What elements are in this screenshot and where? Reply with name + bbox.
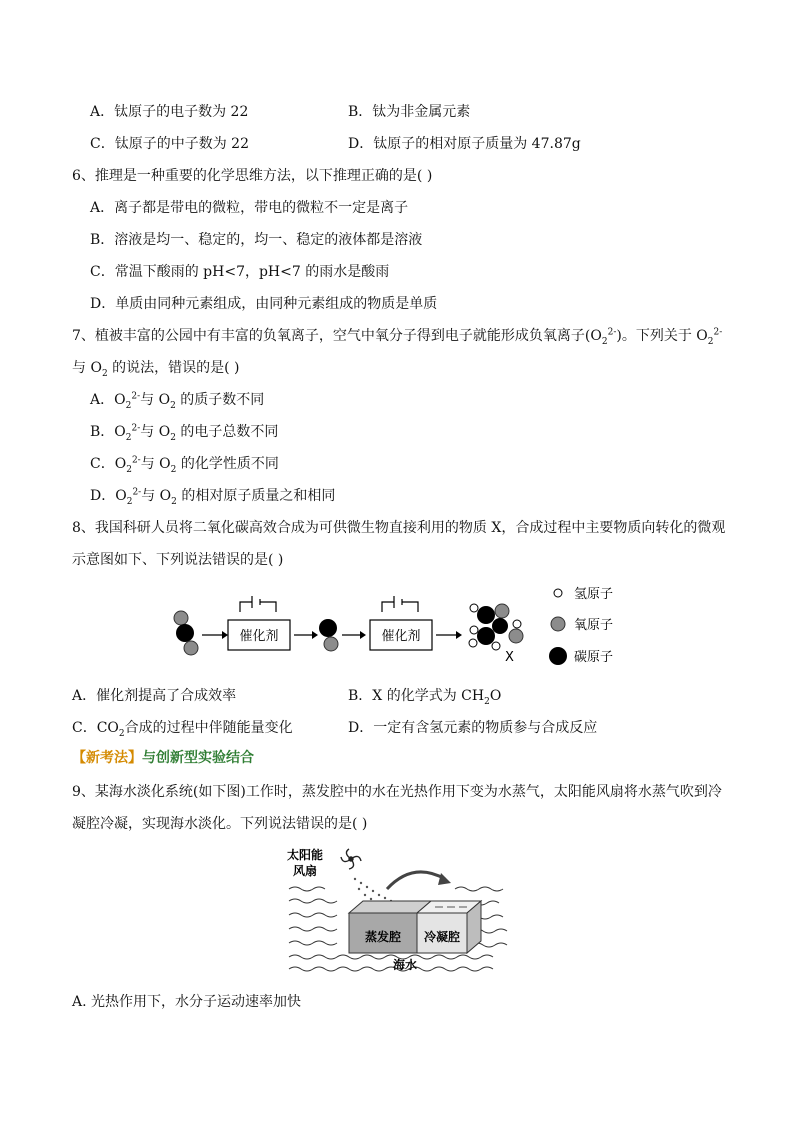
catalyst-label-2: 催化剂	[381, 629, 421, 644]
q6-option-a: A．离子都是带电的微粒，带电的微粒不一定是离子	[90, 200, 409, 216]
solar-fan-icon	[341, 849, 361, 869]
q9-stem-line2: 凝腔冷凝，实现海水淡化。下列说法错误的是( )	[72, 816, 368, 832]
q7-option-d: D．$O_2^{2-}$与 $O_2$ 的相对原子质量之和相同	[90, 487, 336, 507]
q9-option-a: A. 光热作用下，水分子运动速率加快	[72, 994, 302, 1010]
sea-label: 海水	[392, 958, 418, 972]
q8-stem-line2: 示意图如下、下列说法错误的是( )	[72, 552, 284, 568]
evaporation-label: 蒸发腔	[364, 930, 402, 944]
q8-option-a: A．催化剂提高了合成效率	[72, 688, 237, 704]
catalyst-box-1	[228, 596, 290, 650]
q7-option-b: B．$O_2^{2-}$与 $O_2$ 的电子总数不同	[90, 423, 279, 443]
q5-option-a: A．钛原子的电子数为 22	[90, 104, 249, 120]
catalyst-box-2	[370, 596, 432, 650]
q6-option-b: B．溶液是均一、稳定的，均一、稳定的液体都是溶液	[90, 232, 423, 248]
q9-stem-line1: 9、某海水淡化系统(如下图)工作时，蒸发腔中的水在光热作用下变为水蒸气，太阳能风扇将水蒸气吹到冷	[72, 784, 722, 800]
q7-option-c: C．$O_2^{2-}$与 $O_2$ 的化学性质不同	[90, 455, 279, 475]
q6-option-c: C．常温下酸雨的 pH<7，pH<7 的雨水是酸雨	[90, 264, 390, 280]
q7-stem-line1: 7、植被丰富的公园中有丰富的负氧离子，空气中氧分子得到电子就能形成负氧离子$(O_2^{2-})$。下列关于 $O_2^{2-}$	[72, 327, 723, 347]
q7-stem-line2: 与 $O_2$ 的说法，错误的是( )	[72, 360, 240, 379]
q8-reaction-diagram	[160, 580, 640, 676]
q6-stem: 6、推理是一种重要的化学思维方法，以下推理正确的是( )	[72, 168, 433, 184]
q8-stem-line1: 8、我国科研人员将二氧化碳高效合成为可供微生物直接利用的物质 X，合成过程中主要物质向转化的微观	[72, 520, 726, 536]
catalyst-label-1: 催化剂	[239, 629, 279, 644]
x-molecule-icon	[469, 604, 523, 650]
q5-option-d: D．钛原子的相对原子质量为 47.87g	[348, 136, 581, 152]
q5-option-c: C．钛原子的中子数为 22	[90, 136, 249, 152]
q7-option-a: A．$O_2^{2-}$与 $O_2$ 的质子数不同	[90, 391, 265, 411]
fan-label-1: 太阳能	[287, 848, 324, 862]
q5-option-b: B．钛为非金属元素	[348, 104, 471, 120]
legend-hydrogen: 氢原子	[574, 587, 614, 602]
q8-option-c: C．$CO_2$合成的过程中伴随能量变化	[72, 720, 293, 739]
diagram-legend	[549, 587, 613, 665]
co2-molecule-icon	[174, 611, 198, 655]
vapor-flow-arrow	[387, 872, 445, 889]
q9-desalination-diagram	[285, 845, 515, 975]
q6-option-d: D．单质由同种元素组成，由同种元素组成的物质是单质	[90, 296, 438, 312]
q8-option-b: B．X 的化学式为 $CH_2O$	[348, 688, 502, 707]
fan-label-2: 风扇	[293, 864, 318, 878]
condensation-label: 冷凝腔	[423, 930, 461, 944]
legend-oxygen: 氧原子	[574, 618, 614, 633]
new-method-tag: 【新考法】与创新型实验结合	[72, 750, 254, 766]
q8-option-d: D．一定有含氢元素的物质参与合成反应	[348, 720, 598, 736]
x-label: X	[505, 650, 514, 665]
condensation-chamber	[417, 901, 481, 953]
legend-carbon: 碳原子	[574, 650, 614, 665]
co-molecule-icon	[319, 619, 338, 651]
